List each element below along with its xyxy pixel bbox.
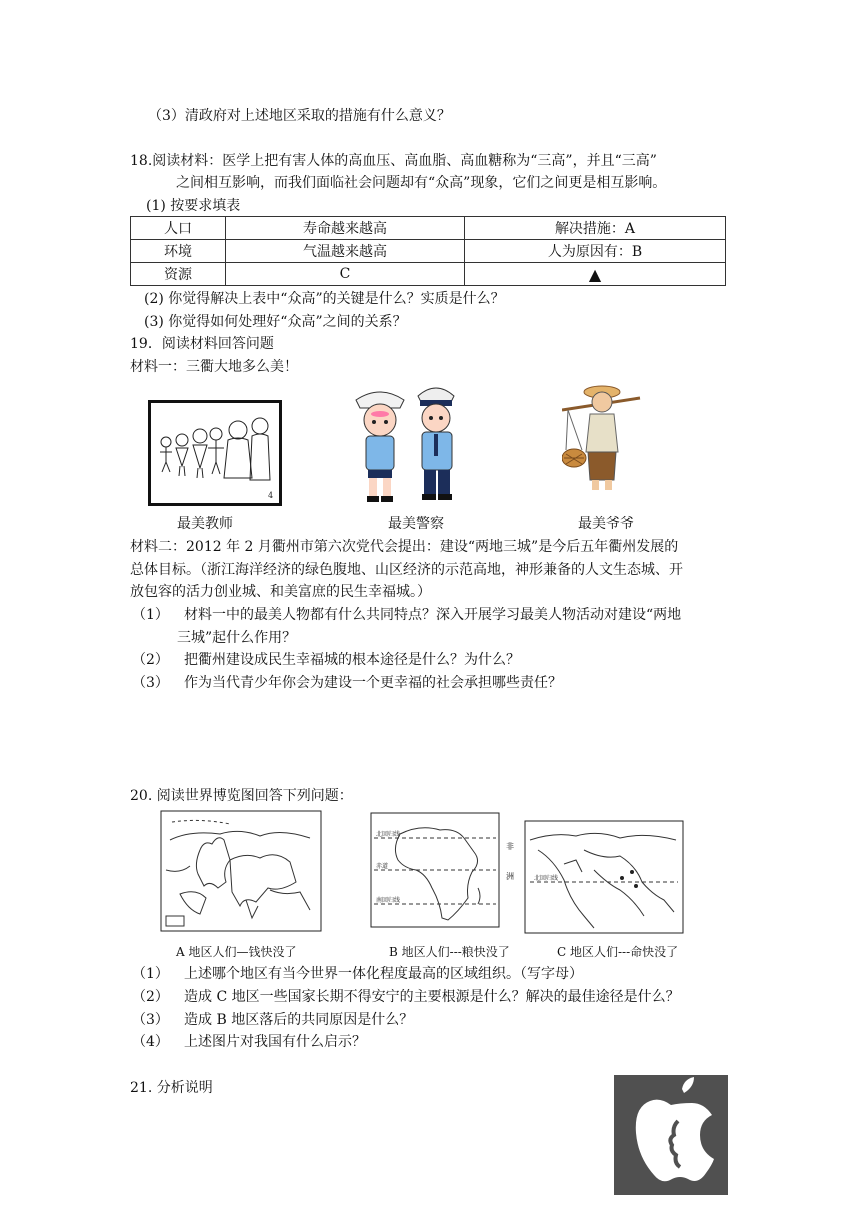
table-row [131, 263, 726, 286]
q19-q3-num: （3） [132, 675, 169, 691]
q19-q3-text: 作为当代青少年你会为建设一个更幸福的社会承担哪些责任？ [184, 675, 562, 691]
q19-material2-line1: 材料二：2012 年 2 月衢州市第六次党代会提出：建设“两地三城”是今后五年衢州发展的 [130, 539, 679, 555]
q20-q4-text: 上述图片对我国有什么启示？ [184, 1034, 366, 1050]
q20-title: 20. 阅读世界博览图回答下列问题： [130, 788, 353, 804]
map-label-tropic-south: 南回归线 [376, 897, 401, 904]
map-caption-b: B 地区人们---粮快没了 [389, 945, 510, 959]
europe-map-image [160, 810, 322, 932]
q18-sub1: (1) 按要求填表 [146, 198, 241, 214]
q20-q4-num: （4） [132, 1034, 169, 1050]
apple-logo-image [614, 1075, 728, 1195]
q18-stem-line1: 18.阅读材料：医学上把有害人体的高血压、高血脂、高血糖称为“三高”，并且“三高” [130, 153, 657, 169]
q19-material2-line2: 总体目标。（浙江海洋经济的绿色腹地、山区经济的示范高地，神形兼备的人文生态城、开 [130, 562, 683, 578]
caption-grandpa: 最美爷爷 [578, 516, 634, 532]
table-cell: 气温越来越高 [226, 240, 465, 263]
q20-q3-num: （3） [132, 1012, 169, 1028]
q18-stem-line2: 之间相互影响，而我们面临社会问题却有“众高”现象，它们之间更是相互影响。 [176, 175, 667, 191]
q18-sub2: (2) 你觉得解决上表中“众高”的关键是什么？实质是什么？ [144, 291, 505, 307]
triangle-marker: ▲ [465, 263, 726, 286]
police-cartoon-image [350, 382, 468, 504]
q19-q2-num: （2） [132, 652, 169, 668]
q19-q1-cont: 三城”起什么作用？ [177, 630, 297, 646]
teacher-drawing-image [148, 400, 282, 506]
map-label-equator: 赤道 [376, 863, 389, 870]
q21-title: 21. 分析说明 [130, 1080, 213, 1096]
q19-q1-num: （1） [132, 607, 169, 623]
map-label-tropic-north-c: 北回归线 [534, 875, 559, 882]
q20-q1-text: 上述哪个地区有当今世界一体化程度最高的区域组织。（写字母） [184, 966, 583, 982]
svg-text:4: 4 [268, 491, 274, 500]
map-label-zhou: 洲 [506, 872, 514, 881]
table-row [131, 240, 726, 263]
table-cell: 人为原因有：B [465, 240, 726, 263]
africa-map-image [370, 812, 500, 928]
table-cell: 环境 [131, 240, 226, 263]
table-cell: 寿命越来越高 [226, 217, 465, 240]
map-caption-c: C 地区人们---命快没了 [557, 945, 679, 959]
caption-police: 最美警察 [388, 516, 444, 532]
table-cell: 资源 [131, 263, 226, 286]
table-cell: C [226, 263, 465, 286]
q20-q1-num: （1） [132, 966, 169, 982]
q20-q3-text: 造成 B 地区落后的共同原因是什么？ [184, 1012, 414, 1028]
table-cell: 解决措施：A [465, 217, 726, 240]
q18-sub3: (3) 你觉得如何处理好“众高”之间的关系？ [144, 314, 407, 330]
q19-q2-text: 把衢州建设成民生幸福城的根本途径是什么？为什么？ [184, 652, 520, 668]
q19-q1-text: 材料一中的最美人物都有什么共同特点？深入开展学习最美人物活动对建设“两地 [184, 607, 682, 623]
q19-material2-line3: 放包容的活力创业城、和美富庶的民生幸福城。） [130, 584, 431, 600]
q18-table [130, 216, 726, 286]
table-cell: 人口 [131, 217, 226, 240]
q17-sub3: （3）清政府对上述地区采取的措施有什么意义？ [148, 108, 451, 124]
middle-east-map-image [524, 820, 684, 934]
q19-title: 19．阅读材料回答问题 [130, 336, 274, 352]
grandpa-cartoon-image [562, 380, 642, 498]
q20-q2-num: （2） [132, 989, 169, 1005]
caption-teacher: 最美教师 [177, 516, 233, 532]
map-caption-a: A 地区人们—钱快没了 [176, 945, 297, 959]
table-row [131, 217, 726, 240]
map-label-tropic-north: 北回归线 [376, 831, 401, 838]
q19-material1: 材料一：三衢大地多么美！ [130, 359, 298, 375]
q20-q2-text: 造成 C 地区一些国家长期不得安宁的主要根源是什么？解决的最佳途径是什么？ [184, 989, 680, 1005]
map-label-fei: 非 [506, 842, 514, 851]
